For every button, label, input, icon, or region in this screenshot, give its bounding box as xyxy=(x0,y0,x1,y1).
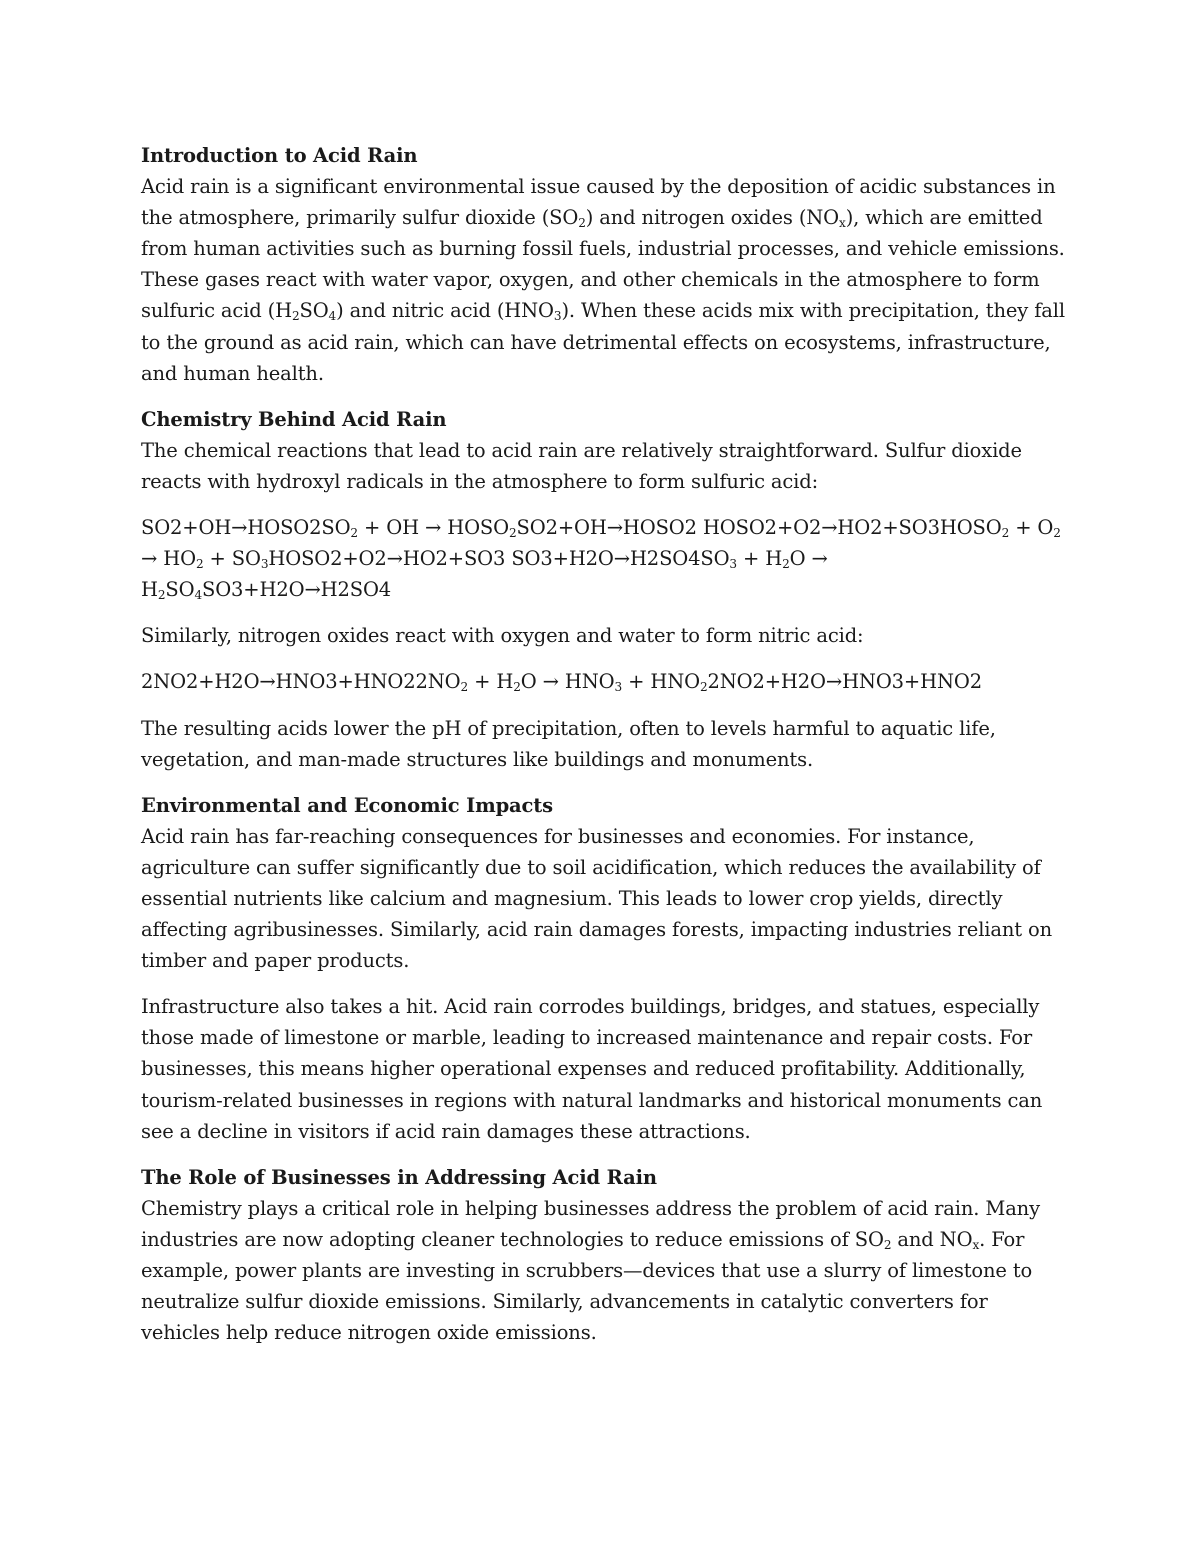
subscript: 2 xyxy=(157,588,166,603)
text-run: ), which are emitted from human activities such as burning fossil fuels, industrial processes, and vehicle emissions. These gases react with water vapor, oxygen, and other chemicals in the atmosphere to form sulfuric acid (H xyxy=(141,206,1071,323)
subscript: x xyxy=(972,1237,980,1252)
text-run: SO2+OH→HOSO2SO xyxy=(141,516,351,540)
text-run: ) and nitric acid (HNO xyxy=(336,299,554,323)
subscript: 4 xyxy=(328,309,337,324)
document-body xyxy=(141,140,1071,1363)
body-paragraph xyxy=(141,991,1066,1146)
section-heading: Introduction to Acid Rain xyxy=(141,144,418,167)
text-run: → HO xyxy=(141,516,1067,571)
document-section xyxy=(141,140,1071,389)
subscript: 3 xyxy=(553,309,562,324)
section-heading: Environmental and Economic Impacts xyxy=(141,793,553,817)
body-paragraph xyxy=(141,620,1066,651)
text-run: Infrastructure also takes a hit. Acid rain corrodes buildings, bridges, and statues, especially those made of limestone or marble, leading to increased maintenance and repair costs. For businesses, this means higher operational expenses and reduced profitability. Additionally, tourism-related businesses in regions with natural landmarks and historical monuments can see a decline in visitors if acid rain damages these attractions. xyxy=(141,995,1049,1143)
text-run: HOSO2+O2→HO2+SO3 SO3+H2O→H2SO4SO xyxy=(268,547,730,571)
document-section xyxy=(141,790,1066,1147)
text-run: The chemical reactions that lead to acid rain are relatively straightforward. Sulfur dioxide reacts with hydroxyl radicals in the atmosphere to form sulfuric acid: xyxy=(141,438,1028,493)
text-run: SO xyxy=(165,578,195,602)
text-run: Acid rain has far-reaching consequences for businesses and economies. For instance, agriculture can suffer significantly due to soil acidification, which reduces the availability of essential nutrients like calcium and magnesium. This leads to lower crop yields, directly affecting agribusinesses. Similarly, acid rain damages forests, impacting industries reliant on timber and paper products. xyxy=(141,824,1059,973)
chemical-equation xyxy=(141,666,1066,697)
document-section xyxy=(141,404,1066,775)
text-run: O → HNO xyxy=(520,670,615,694)
subscript: 3 xyxy=(614,680,623,695)
text-run: The resulting acids lower the pH of precipitation, often to levels harmful to aquatic life, vegetation, and man-made structures like buildings and monuments. xyxy=(141,716,1002,771)
text-run: SO2+OH→HOSO2 HOSO2+O2→HO2+SO3HOSO xyxy=(516,516,1002,540)
subscript: x xyxy=(839,216,846,231)
body-paragraph xyxy=(141,790,1066,977)
text-run: ) and nitrogen oxides (NO xyxy=(585,206,840,230)
text-run: Acid rain is a significant environmental issue caused by the deposition of acidic substances in the atmosphere, primarily sulfur dioxide (SO xyxy=(141,175,1062,230)
body-paragraph xyxy=(141,1162,1066,1349)
text-run: 2NO2+H2O→HNO3+HNO22NO xyxy=(141,670,461,694)
text-run: Chemistry plays a critical role in helping businesses address the problem of acid rain. Many industries are now adopting cleaner technologies to reduce emissions of SO xyxy=(141,1196,1047,1251)
text-run: ). When these acids mix with precipitation, they fall to the ground as acid rain, which can have detrimental effects on ecosystems, infrastructure, and human health. xyxy=(141,299,1071,385)
text-run: SO xyxy=(299,299,329,323)
subscript: 2 xyxy=(699,680,708,695)
subscript: 3 xyxy=(729,557,737,572)
subscript: 2 xyxy=(1053,526,1061,541)
subscript: 2 xyxy=(513,680,521,695)
subscript: 2 xyxy=(195,557,204,572)
section-heading: Chemistry Behind Acid Rain xyxy=(141,407,447,431)
text-run: + H xyxy=(736,547,783,571)
chemical-equation xyxy=(141,512,1066,605)
text-run: + H xyxy=(468,670,514,694)
subscript: 2 xyxy=(578,216,586,231)
document-section xyxy=(141,1162,1066,1349)
text-run: + HNO xyxy=(622,670,700,694)
subscript: 2 xyxy=(350,526,358,541)
text-run: SO3+H2O→H2SO4 xyxy=(202,578,392,602)
subscript: 3 xyxy=(260,557,269,572)
text-run: + SO xyxy=(203,547,261,571)
subscript: 2 xyxy=(1001,526,1010,541)
text-run: . For example, power plants are investing in scrubbers—devices that use a slurry of limestone to neutralize sulfur dioxide emissions. Similarly, advancements in catalytic converters for vehicles help reduce nitrogen oxide emissions. xyxy=(141,1227,1039,1345)
subscript: 2 xyxy=(460,680,469,695)
subscript: 2 xyxy=(883,1237,892,1252)
text-run: + OH → HOSO xyxy=(357,516,509,540)
body-paragraph xyxy=(141,140,1071,389)
text-run: Similarly, nitrogen oxides react with oxygen and water to form nitric acid: xyxy=(141,624,864,648)
subscript: 2 xyxy=(291,309,300,324)
text-run: 2NO2+H2O→HNO3+HNO2 xyxy=(707,670,982,694)
text-run: and NO xyxy=(891,1227,973,1251)
body-paragraph xyxy=(141,404,1066,497)
subscript: 4 xyxy=(194,588,202,603)
body-paragraph xyxy=(141,713,1066,775)
text-run: O → H xyxy=(141,547,834,602)
section-heading: The Role of Businesses in Addressing Acid Rain xyxy=(141,1165,657,1189)
subscript: 2 xyxy=(782,557,790,572)
text-run: + O xyxy=(1009,516,1054,540)
subscript: 2 xyxy=(508,526,517,541)
